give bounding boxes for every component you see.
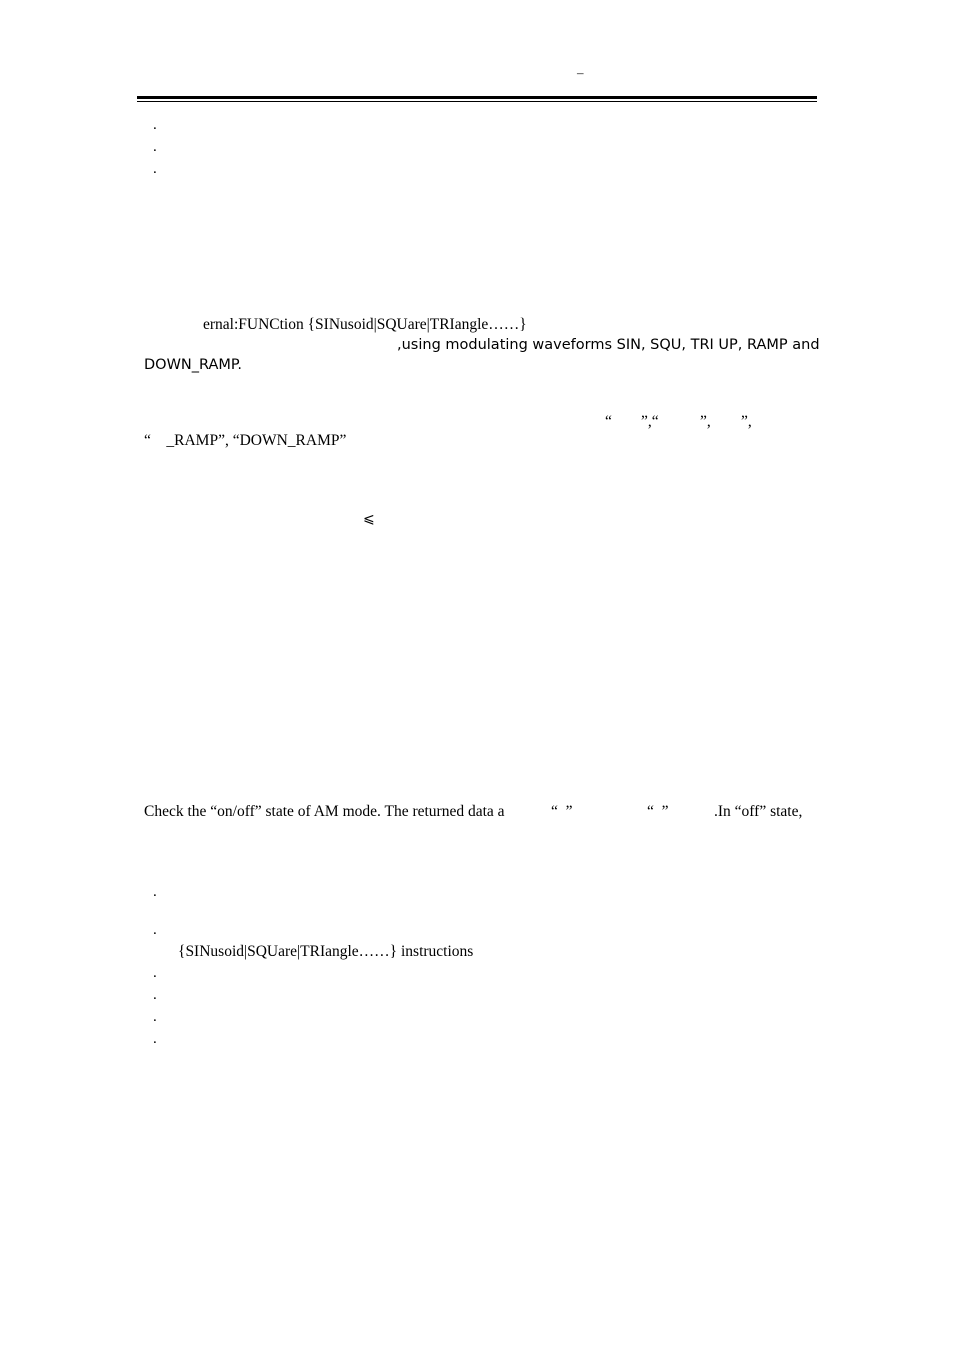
leq-symbol: ⩽ bbox=[363, 511, 375, 527]
query-line-part-1: Check the “on/off” state of AM mode. The returned data a bbox=[144, 803, 505, 820]
param-quote-2: ”,“ bbox=[641, 413, 659, 430]
param-quote-3: ”, bbox=[700, 413, 711, 430]
bottom-bullet-6: . bbox=[153, 1031, 157, 1047]
bottom-bullet-2: . bbox=[153, 922, 157, 938]
query-quote-1: “ ” bbox=[551, 803, 573, 820]
param-quote-4: ”, bbox=[741, 413, 752, 430]
top-bullet-1: . bbox=[153, 117, 157, 133]
param-quote-1: “ bbox=[605, 413, 612, 430]
syntax-line: ernal:FUNCtion {SINusoid|SQUare|TRIangle……} bbox=[203, 316, 527, 333]
bottom-bullet-2-text: {SINusoid|SQUare|TRIangle……} instructions bbox=[178, 943, 474, 960]
header-mark: – bbox=[577, 65, 584, 80]
bottom-bullet-1: . bbox=[153, 884, 157, 900]
bottom-bullet-3: . bbox=[153, 965, 157, 981]
param-line-2: “ _RAMP”, “DOWN_RAMP” bbox=[144, 432, 347, 449]
top-bullet-2: . bbox=[153, 139, 157, 155]
bottom-bullet-5: . bbox=[153, 1009, 157, 1025]
description-line-1: ,using modulating waveforms SIN, SQU, TRI UP, RAMP and bbox=[397, 337, 820, 353]
header-rule-thin bbox=[137, 101, 817, 102]
bottom-bullet-4: . bbox=[153, 987, 157, 1003]
query-quote-2: “ ” bbox=[647, 803, 669, 820]
description-line-2: DOWN_RAMP. bbox=[144, 357, 243, 373]
header-rule-thick bbox=[137, 96, 817, 99]
top-bullet-3: . bbox=[153, 161, 157, 177]
query-line-part-2: .In “off” state, bbox=[714, 803, 803, 820]
